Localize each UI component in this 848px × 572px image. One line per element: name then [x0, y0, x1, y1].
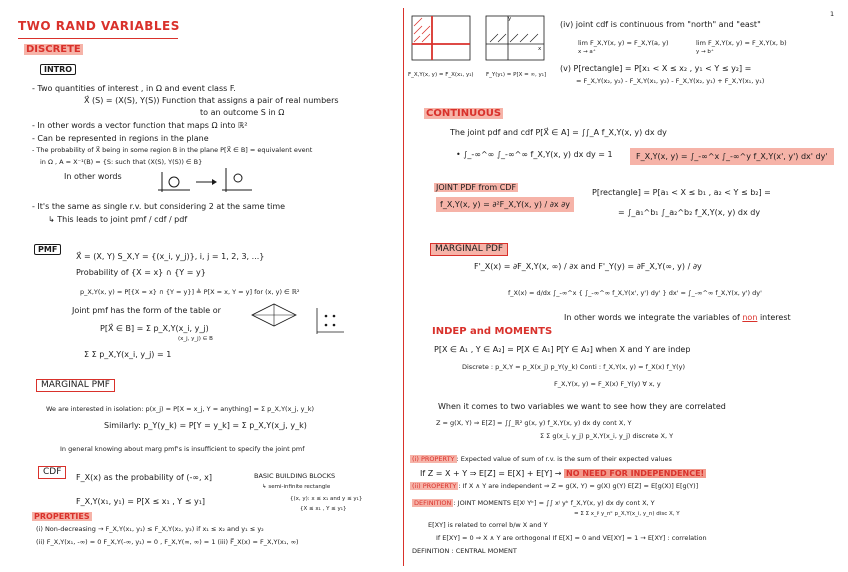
joint-pdf-cdf-line: The joint pdf and cdf P[X⃗ ∈ A] = ∫∫_A f_X,Y(x, y) dx dy: [450, 128, 667, 137]
pmf-line-5: P[X⃗ ∈ B] = Σ p_X,Y(x_i, y_j): [100, 324, 209, 333]
expectation-line-1: Z = g(X, Y) ⇒ E[Z] = ∫∫_ℝ² g(x, y) f_X,Y(x, y) dx dy cont X, Y: [436, 419, 632, 427]
prop-iv-lim-2-sub: y → b⁺: [696, 49, 714, 55]
joint-pdf-from-cdf: f_X,Y(x, y) = ∂²F_X,Y(x, y) / ∂x ∂y: [436, 197, 574, 212]
pmf-label: PMF: [34, 244, 61, 255]
pmf-line-7: Σ Σ p_X,Y(x_i, y_j) = 1: [84, 350, 172, 359]
correlation-line-2: If E[XY] = 0 ⇒ X ∧ Y are orthogonal If E[X] = 0 and VE[XY] = 1 → E[XY] : correlation: [436, 534, 707, 542]
cdf-integral: F_X,Y(x, y) = ∫_-∞^x ∫_-∞^y f_X,Y(x', y') dx' dy': [630, 148, 834, 165]
marginal-note-post: interest: [759, 313, 791, 322]
two-variable-note: When it comes to two variables we want to see how they are correlated: [438, 402, 726, 411]
property-1-label: (i) PROPERTY: [412, 455, 455, 463]
prop-iv-lim-1: lim F_X,Y(x, y) = F_X,Y(a, y): [578, 39, 669, 47]
title-underline: [18, 38, 178, 39]
marginal-note-emphasis: non: [742, 313, 758, 322]
marginal-note: [564, 313, 791, 322]
correlation-line-1: E[XY] is related to correl b/w X and Y: [428, 521, 548, 529]
marginal-pdf-line-1: F'_X(x) = ∂F_X,Y(x, ∞) / ∂x and F'_Y(y) = ∂F_X,Y(∞, y) / ∂y: [474, 262, 702, 271]
properties-line-1: (i) Non-decreasing → F_X,Y(x₁, y₁) ≤ F_X,Y(x₂, y₂) if x₁ ≤ x₂ and y₁ ≤ y₂: [36, 525, 264, 533]
building-blocks-heading: BASIC BUILDING BLOCKS: [254, 472, 336, 480]
fig-1-caption: F_X,Y(x, y) = F_X(x₁, y₁): [408, 72, 474, 78]
column-divider: [403, 8, 404, 566]
intro-line-6: - The probability of X⃗ being in some region B in the plane P[X⃗ ∈ B] = equivalent event: [32, 146, 313, 154]
property-2-text: : If X ∧ Y are independent ⇒ Z = g(X, Y) = g(X) g(Y) E[Z] = E[g(X)] E[g(Y)]: [458, 482, 699, 490]
prop-iv-lim-1-sub: x → a⁺: [578, 49, 596, 55]
cdf-line-1: F_X(x) as the probability of (-∞, x]: [76, 473, 212, 482]
discrete-conti-line: Discrete : p_X,Y = p_X(x_j) p_Y(y_k) Conti : f_X,Y(x, y) = f_X(x) f_Y(y): [462, 363, 686, 371]
property-2: [410, 483, 698, 490]
no-need-independence-highlight: NO NEED FOR INDEPENDENCE!: [566, 469, 705, 478]
property-1-text: : Expected value of sum of r.v. is the sum of their expected values: [456, 455, 672, 463]
prop-v-line-2: = F_X,Y(x₂, y₂) - F_X,Y(x₁, y₂) - F_X,Y(x₂, y₁) + F_X,Y(x₁, y₁): [576, 77, 765, 85]
cdf-indep-line: F_X,Y(x, y) = F_X(x) F_Y(y) ∀ x, y: [554, 380, 661, 388]
indep-line: P[X ∈ A₁ , Y ∈ A₂] = P[X ∈ A₁] P[Y ∈ A₂] when X and Y are indep: [434, 345, 691, 354]
building-blocks-line-2: {X ≤ x₁ , Y ≤ y₁}: [300, 506, 347, 512]
intro-line-5: - Can be represented in regions in the plane: [32, 134, 209, 143]
intro-line-2: X⃗ (S) = (X(S), Y(S)) Function that assigns a pair of real numbers: [84, 96, 339, 105]
intro-line-3: to an outcome S in Ω: [200, 108, 285, 117]
properties-label: PROPERTIES: [34, 512, 90, 521]
building-blocks-line-1: {(x, y): x ≤ x₁ and y ≤ y₁}: [290, 496, 363, 502]
pmf-line-4: Joint pmf has the form of the table or: [72, 306, 221, 315]
leads-to-line: ↳ This leads to joint pmf / cdf / pdf: [48, 215, 188, 224]
definition-1: [412, 500, 655, 507]
intro-label: INTRO: [40, 64, 76, 75]
marginal-pmf-line-2: Similarly: p_Y(y_k) = P[Y = y_k] = Σ p_X,Y(x_j, y_k): [104, 421, 307, 430]
intro-line-1: - Two quantities of interest , in Ω and event class F.: [32, 84, 236, 93]
pmf-line-6: (x_j, y_j) ∈ B: [178, 336, 213, 342]
joint-pdf-from-cdf-label: JOINT PDF from CDF: [436, 183, 517, 192]
definition-1-line-2: = Σ Σ x_iʲ y_nᵏ p_X,Y(x_i, y_n) disc X, Y: [574, 511, 680, 517]
marginal-pmf-label: MARGINAL PMF: [36, 379, 115, 392]
rectangle-line-1: P[rectangle] = P[a₁ < X ≤ b₁ , a₂ < Y ≤ b₂] =: [592, 188, 771, 197]
marginal-pmf-line-1: We are interested in isolation: p(x_j) = P[X = x_j, Y = anything] = Σ p_X,Y(x_j, y_k): [46, 405, 315, 413]
pmf-line-3: p_X,Y(x, y) = P[{X = x} ∩ {Y = y}] ≜ P[X = x, Y = y] for (x, y) ∈ ℝ²: [80, 288, 300, 296]
fig-2-caption: F_Y(y₁) = P[X = ∞, y₁]: [486, 72, 547, 78]
fig-x-label: x: [538, 46, 542, 52]
prop-v-line-1: (v) P[rectangle] = P[x₁ < X ≤ x₂ , y₁ < Y ≤ y₂] =: [560, 64, 752, 73]
marginal-pdf-label: MARGINAL PDF: [430, 243, 508, 256]
pmf-line-1: X⃗ = (X, Y) S_X,Y = {(x_i, y_j)}, i, j = 1, 2, 3, ...}: [76, 252, 265, 261]
pmf-points-sketch: [312, 306, 346, 336]
cdf-line-2: F_X,Y(x₁, y₁) = P[X ≤ x₁ , Y ≤ y₁]: [76, 497, 206, 506]
indep-moments-label: INDEP and MOMENTS: [432, 326, 553, 337]
intro-line-7: in Ω , A = X⁻¹(B) = {S: such that (X(S), Y(S)) ∈ B}: [40, 158, 203, 166]
building-blocks-sub: ↳ semi-infinite rectangle: [262, 484, 331, 490]
pmf-lattice-sketch: [248, 300, 300, 330]
properties-line-2: (ii) F_X,Y(x₁, -∞) = 0 F_X,Y(-∞, y₁) = 0 , F_X,Y(∞, ∞) = 1 (iii) F⃗_X(x) = F_X,Y(x₁, ∞): [36, 538, 299, 546]
intro-line-4: - In other words a vector function that maps Ω into ℝ²: [32, 121, 248, 130]
intro-line-8: In other words: [64, 172, 122, 181]
pmf-line-2: Probability of {X = x} ∩ {Y = y}: [76, 268, 206, 277]
definition-1-label: DEFINITION: [414, 499, 452, 507]
definition-1-text: : JOINT MOMENTS E[Xʲ Yᵏ] = ∫∫ xʲ yᵏ f_X,Y(x, y) dx dy cont X, Y: [453, 499, 655, 507]
marginal-note-pre: In other words we integrate the variables of: [564, 313, 740, 322]
discrete-heading: DISCRETE: [26, 44, 81, 55]
same-as-line: - It's the same as single r.v. but considering 2 at the same time: [32, 202, 286, 211]
prop-iv: (iv) joint cdf is continuous from "north" and "east": [560, 20, 761, 29]
property-1: [410, 456, 672, 463]
mapping-sketch: [148, 164, 258, 196]
fig-y-label: y: [508, 16, 512, 22]
cdf-label: CDF: [38, 466, 66, 479]
cdf-region-figure-1: [410, 14, 474, 66]
rectangle-line-2: = ∫_a₁^b₁ ∫_a₂^b₂ f_X,Y(x, y) dx dy: [618, 208, 761, 217]
normalization-line: • ∫_-∞^∞ ∫_-∞^∞ f_X,Y(x, y) dx dy = 1: [456, 150, 613, 159]
property-2-label: (ii) PROPERTY: [412, 482, 457, 490]
property-1-line-2: [420, 469, 706, 478]
marginal-pmf-line-3: In general knowing about marg pmf's is insufficient to specify the joint pmf: [60, 445, 305, 453]
expectation-line-2: Σ Σ g(x_i, y_j) p_X,Y(x_i, y_j) discrete X, Y: [540, 432, 674, 440]
page-number: 1: [830, 10, 835, 18]
page-title: TWO RAND VARIABLES: [18, 19, 180, 33]
cdf-region-figure-2: [484, 14, 548, 66]
continuous-heading: CONTINUOUS: [426, 108, 502, 119]
property-1-formula: If Z = X + Y ⇒ E[Z] = E[X] + E[Y] →: [420, 469, 562, 478]
definition-2: DEFINITION : CENTRAL MOMENT: [412, 547, 517, 555]
prop-iv-lim-2: lim F_X,Y(x, y) = F_X,Y(x, b): [696, 39, 787, 47]
marginal-pdf-line-2: f_X(x) = d/dx ∫_-∞^x { ∫_-∞^∞ f_X,Y(x', y') dy' } dx' = ∫_-∞^∞ f_X,Y(x, y') dy': [508, 289, 762, 297]
